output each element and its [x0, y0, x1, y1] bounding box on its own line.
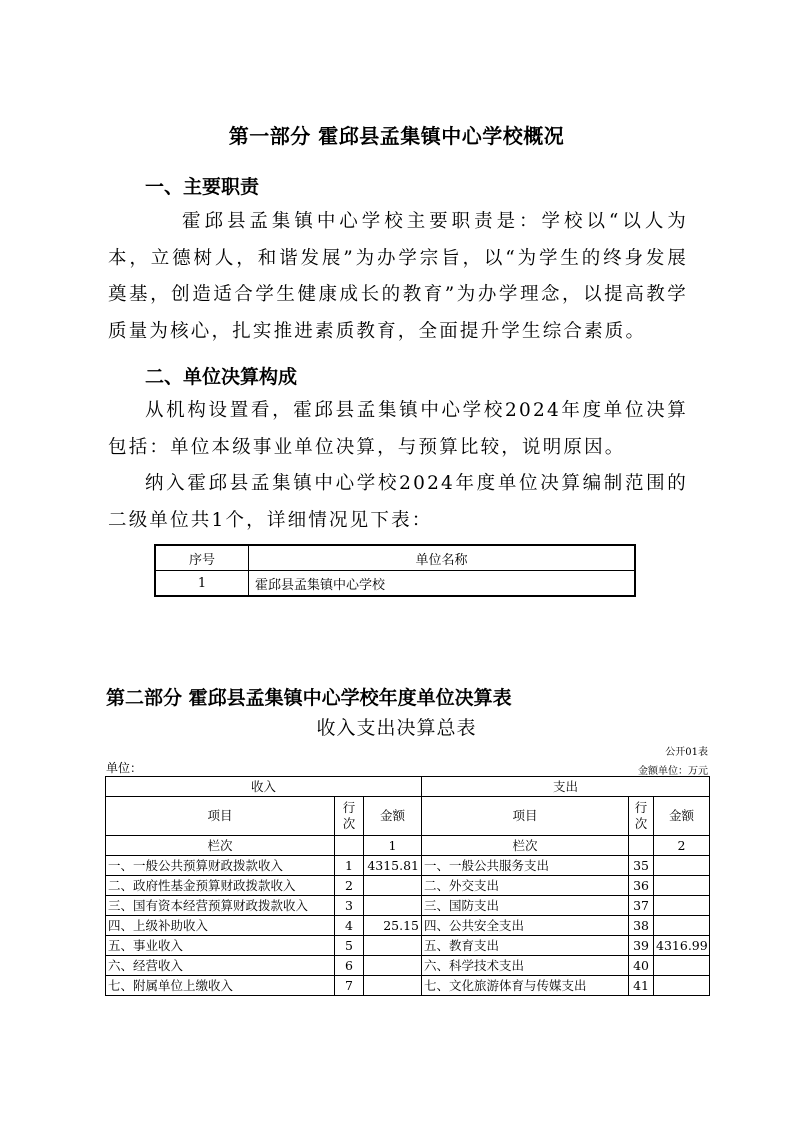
expense-amount-cell	[654, 916, 710, 936]
income-line-cell: 7	[335, 976, 364, 996]
income-line-cell: 5	[335, 936, 364, 956]
expense-line-cell: 37	[629, 896, 654, 916]
expense-header: 支出	[422, 777, 710, 797]
expense-amount-cell	[654, 876, 710, 896]
expense-line-cell: 40	[629, 956, 654, 976]
income-item-cell: 二、政府性基金预算财政拨款收入	[106, 876, 335, 896]
income-item-cell: 四、上级补助收入	[106, 916, 335, 936]
expense-row-label: 栏次	[422, 836, 629, 856]
income-item-cell: 一、一般公共预算财政拨款收入	[106, 856, 335, 876]
income-amount-cell	[364, 876, 422, 896]
expense-item-cell: 二、外交支出	[422, 876, 629, 896]
income-line-cell: 4	[335, 916, 364, 936]
expense-amount-cell	[654, 976, 710, 996]
income-expense-table	[105, 776, 710, 996]
table-row	[106, 856, 710, 876]
income-line-header: 行次	[335, 797, 364, 836]
table-row	[106, 936, 710, 956]
income-item-header: 项目	[106, 797, 335, 836]
expense-item-cell: 三、国防支出	[422, 896, 629, 916]
expense-line-cell: 36	[629, 876, 654, 896]
table-row	[106, 956, 710, 976]
income-amount-cell	[364, 956, 422, 976]
income-line-cell: 2	[335, 876, 364, 896]
expense-item-cell: 一、一般公共服务支出	[422, 856, 629, 876]
unit-table-header-seq: 序号	[155, 545, 249, 571]
expense-amount-header: 金额	[654, 797, 710, 836]
income-amount-cell	[364, 976, 422, 996]
expense-amount-cell	[654, 856, 710, 876]
income-header: 收入	[106, 777, 422, 797]
section2-paragraph2: 纳入霍邱县孟集镇中心学校2024年度单位决算编制范围的二级单位共1个，详细情况见下表：	[108, 473, 688, 531]
expense-item-cell: 七、文化旅游体育与传媒支出	[422, 976, 629, 996]
expense-item-cell: 四、公共安全支出	[422, 916, 629, 936]
expense-item-cell: 六、科学技术支出	[422, 956, 629, 976]
unit-table-cell-name: 霍邱县孟集镇中心学校	[249, 571, 636, 597]
income-line-cell: 6	[335, 956, 364, 976]
unit-table-header-row	[155, 545, 635, 571]
table-row	[106, 876, 710, 896]
income-item-cell: 六、经营收入	[106, 956, 335, 976]
empty-cell	[629, 836, 654, 856]
expense-item-header: 项目	[422, 797, 629, 836]
section1-heading: 一、主要职责	[145, 176, 260, 198]
income-item-cell: 五、事业收入	[106, 936, 335, 956]
expense-amount-cell	[654, 896, 710, 916]
part1-title: 第一部分 霍邱县孟集镇中心学校概况	[228, 124, 565, 148]
section2-heading: 二、单位决算构成	[145, 366, 298, 388]
income-item-cell: 七、附属单位上缴收入	[106, 976, 335, 996]
income-line-cell: 1	[335, 856, 364, 876]
income-amount-cell	[364, 896, 422, 916]
income-line-cell: 3	[335, 896, 364, 916]
table-column-header-row	[106, 797, 710, 836]
unit-table-cell-seq: 1	[155, 571, 249, 597]
income-row-label: 栏次	[106, 836, 335, 856]
table-row	[106, 916, 710, 936]
income-item-cell: 三、国有资本经营预算财政拨款收入	[106, 896, 335, 916]
section1-paragraph: 霍邱县孟集镇中心学校主要职责是：学校以“以人为本，立德树人，和谐发展”为办学宗旨，以“为学生的终身发展奠基，创造适合学生健康成长的教育”为办学理念，以提高教学质量为核心，扎实推进素质教育，全面提升学生综合素质。	[108, 211, 688, 342]
table-row	[106, 976, 710, 996]
expense-col-number: 2	[654, 836, 710, 856]
table-row	[106, 896, 710, 916]
table-row	[155, 571, 635, 597]
expense-line-header: 行次	[629, 797, 654, 836]
table-column-number-row	[106, 836, 710, 856]
expense-line-cell: 38	[629, 916, 654, 936]
unit-label: 单位：	[106, 761, 143, 775]
expense-item-cell: 五、教育支出	[422, 936, 629, 956]
income-amount-cell: 4315.81	[364, 856, 422, 876]
section2-paragraph1: 从机构设置看，霍邱县孟集镇中心学校2024年度单位决算包括：单位本级事业单位决算，与预算比较，说明原因。	[108, 400, 688, 458]
expense-line-cell: 41	[629, 976, 654, 996]
income-amount-header: 金额	[364, 797, 422, 836]
income-col-number: 1	[364, 836, 422, 856]
income-amount-cell: 25.15	[364, 916, 422, 936]
table-title: 收入支出决算总表	[316, 717, 477, 739]
amount-unit: 金额单位：万元	[638, 766, 708, 777]
expense-amount-cell	[654, 956, 710, 976]
expense-line-cell: 35	[629, 856, 654, 876]
expense-line-cell: 39	[629, 936, 654, 956]
form-number: 公开01表	[665, 747, 708, 758]
part2-title: 第二部分 霍邱县孟集镇中心学校年度单位决算表	[106, 687, 512, 709]
expense-amount-cell: 4316.99	[654, 936, 710, 956]
unit-table	[154, 544, 636, 597]
income-amount-cell	[364, 936, 422, 956]
empty-cell	[335, 836, 364, 856]
table-group-header-row	[106, 777, 710, 797]
unit-table-header-name: 单位名称	[249, 545, 636, 571]
